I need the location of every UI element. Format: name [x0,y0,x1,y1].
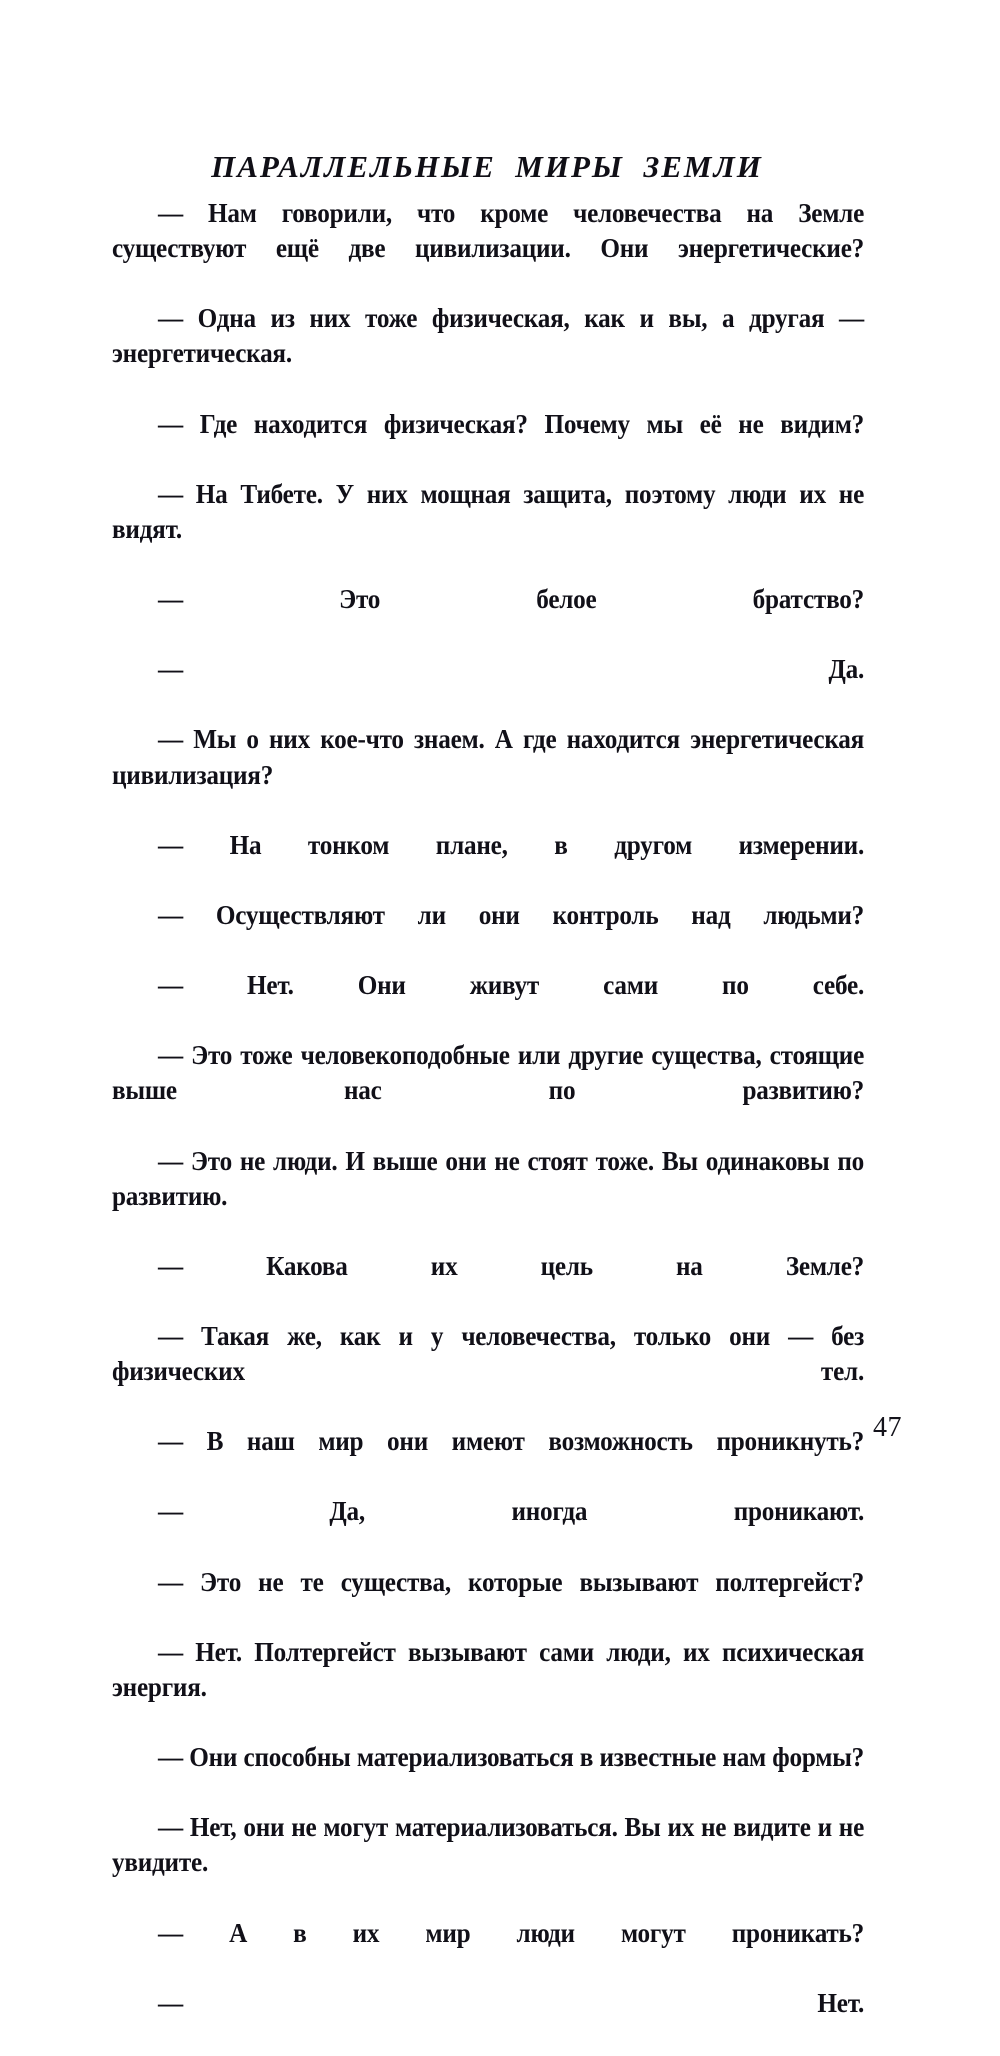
body-paragraph: — Какова их цель на Земле? [158,1250,865,1281]
body-paragraph: — А в их мир люди могут проникать? [158,1917,865,1948]
body-paragraph: — В наш мир они имеют возможность проникнуть? [158,1426,865,1457]
body-paragraph: — Такая же, как и у человечества, только они — без физических тел. [112,1321,865,1387]
body-paragraph: — На тонком плане, в другом измерении. [158,829,865,860]
body-paragraph: — Они способны материализоваться в известные нам формы? [158,1742,865,1773]
page-number: 47 [873,1412,902,1443]
body-paragraph: — Нет. Они живут сами по себе. [158,970,865,1001]
body-paragraph: — Это белое братство? [158,584,865,615]
body-paragraph: — Нет. Полтергейст вызывают сами люди, их психическая энергия. [112,1636,865,1702]
body-paragraph: — Осуществляют ли они контроль над людьми? [158,899,865,930]
body-paragraph: — Нет. [158,1987,865,2018]
body-paragraph: — Мы о них кое-что знаем. А где находится энергетическая цивилизация? [112,724,865,790]
body-paragraph: — Нет, они не могут материализоваться. Вы их не видите и не увидите. [112,1812,865,1878]
page-title: ПАРАЛЛЕЛЬНЫЕ МИРЫ ЗЕМЛИ [211,148,763,184]
body-paragraph: — Нам говорили, что кроме человечества на Земле существуют ещё две цивилизации. Они энергетические? [112,198,865,264]
body-paragraph: — Одна из них тоже физическая, как и вы, а другая — энергетическая. [112,303,865,369]
body-paragraph: — Где находится физическая? Почему мы её не видим? [158,408,865,439]
body-paragraph: — Это не те существа, которые вызывают полтергейст? [158,1566,865,1597]
body-paragraph: — Это тоже человекоподобные или другие существа, стоящие выше нас по развитию? [112,1040,865,1106]
body-paragraph: — На Тибете. У них мощная защита, поэтому люди их не видят. [112,478,865,544]
body-paragraph: — Да, иногда проникают. [158,1496,865,1527]
body-paragraph: — Да. [158,654,865,685]
body-paragraph: — Это не люди. И выше они не стоят тоже. Вы одинаковы по развитию. [112,1145,865,1211]
body-text-block [112,196,864,2056]
